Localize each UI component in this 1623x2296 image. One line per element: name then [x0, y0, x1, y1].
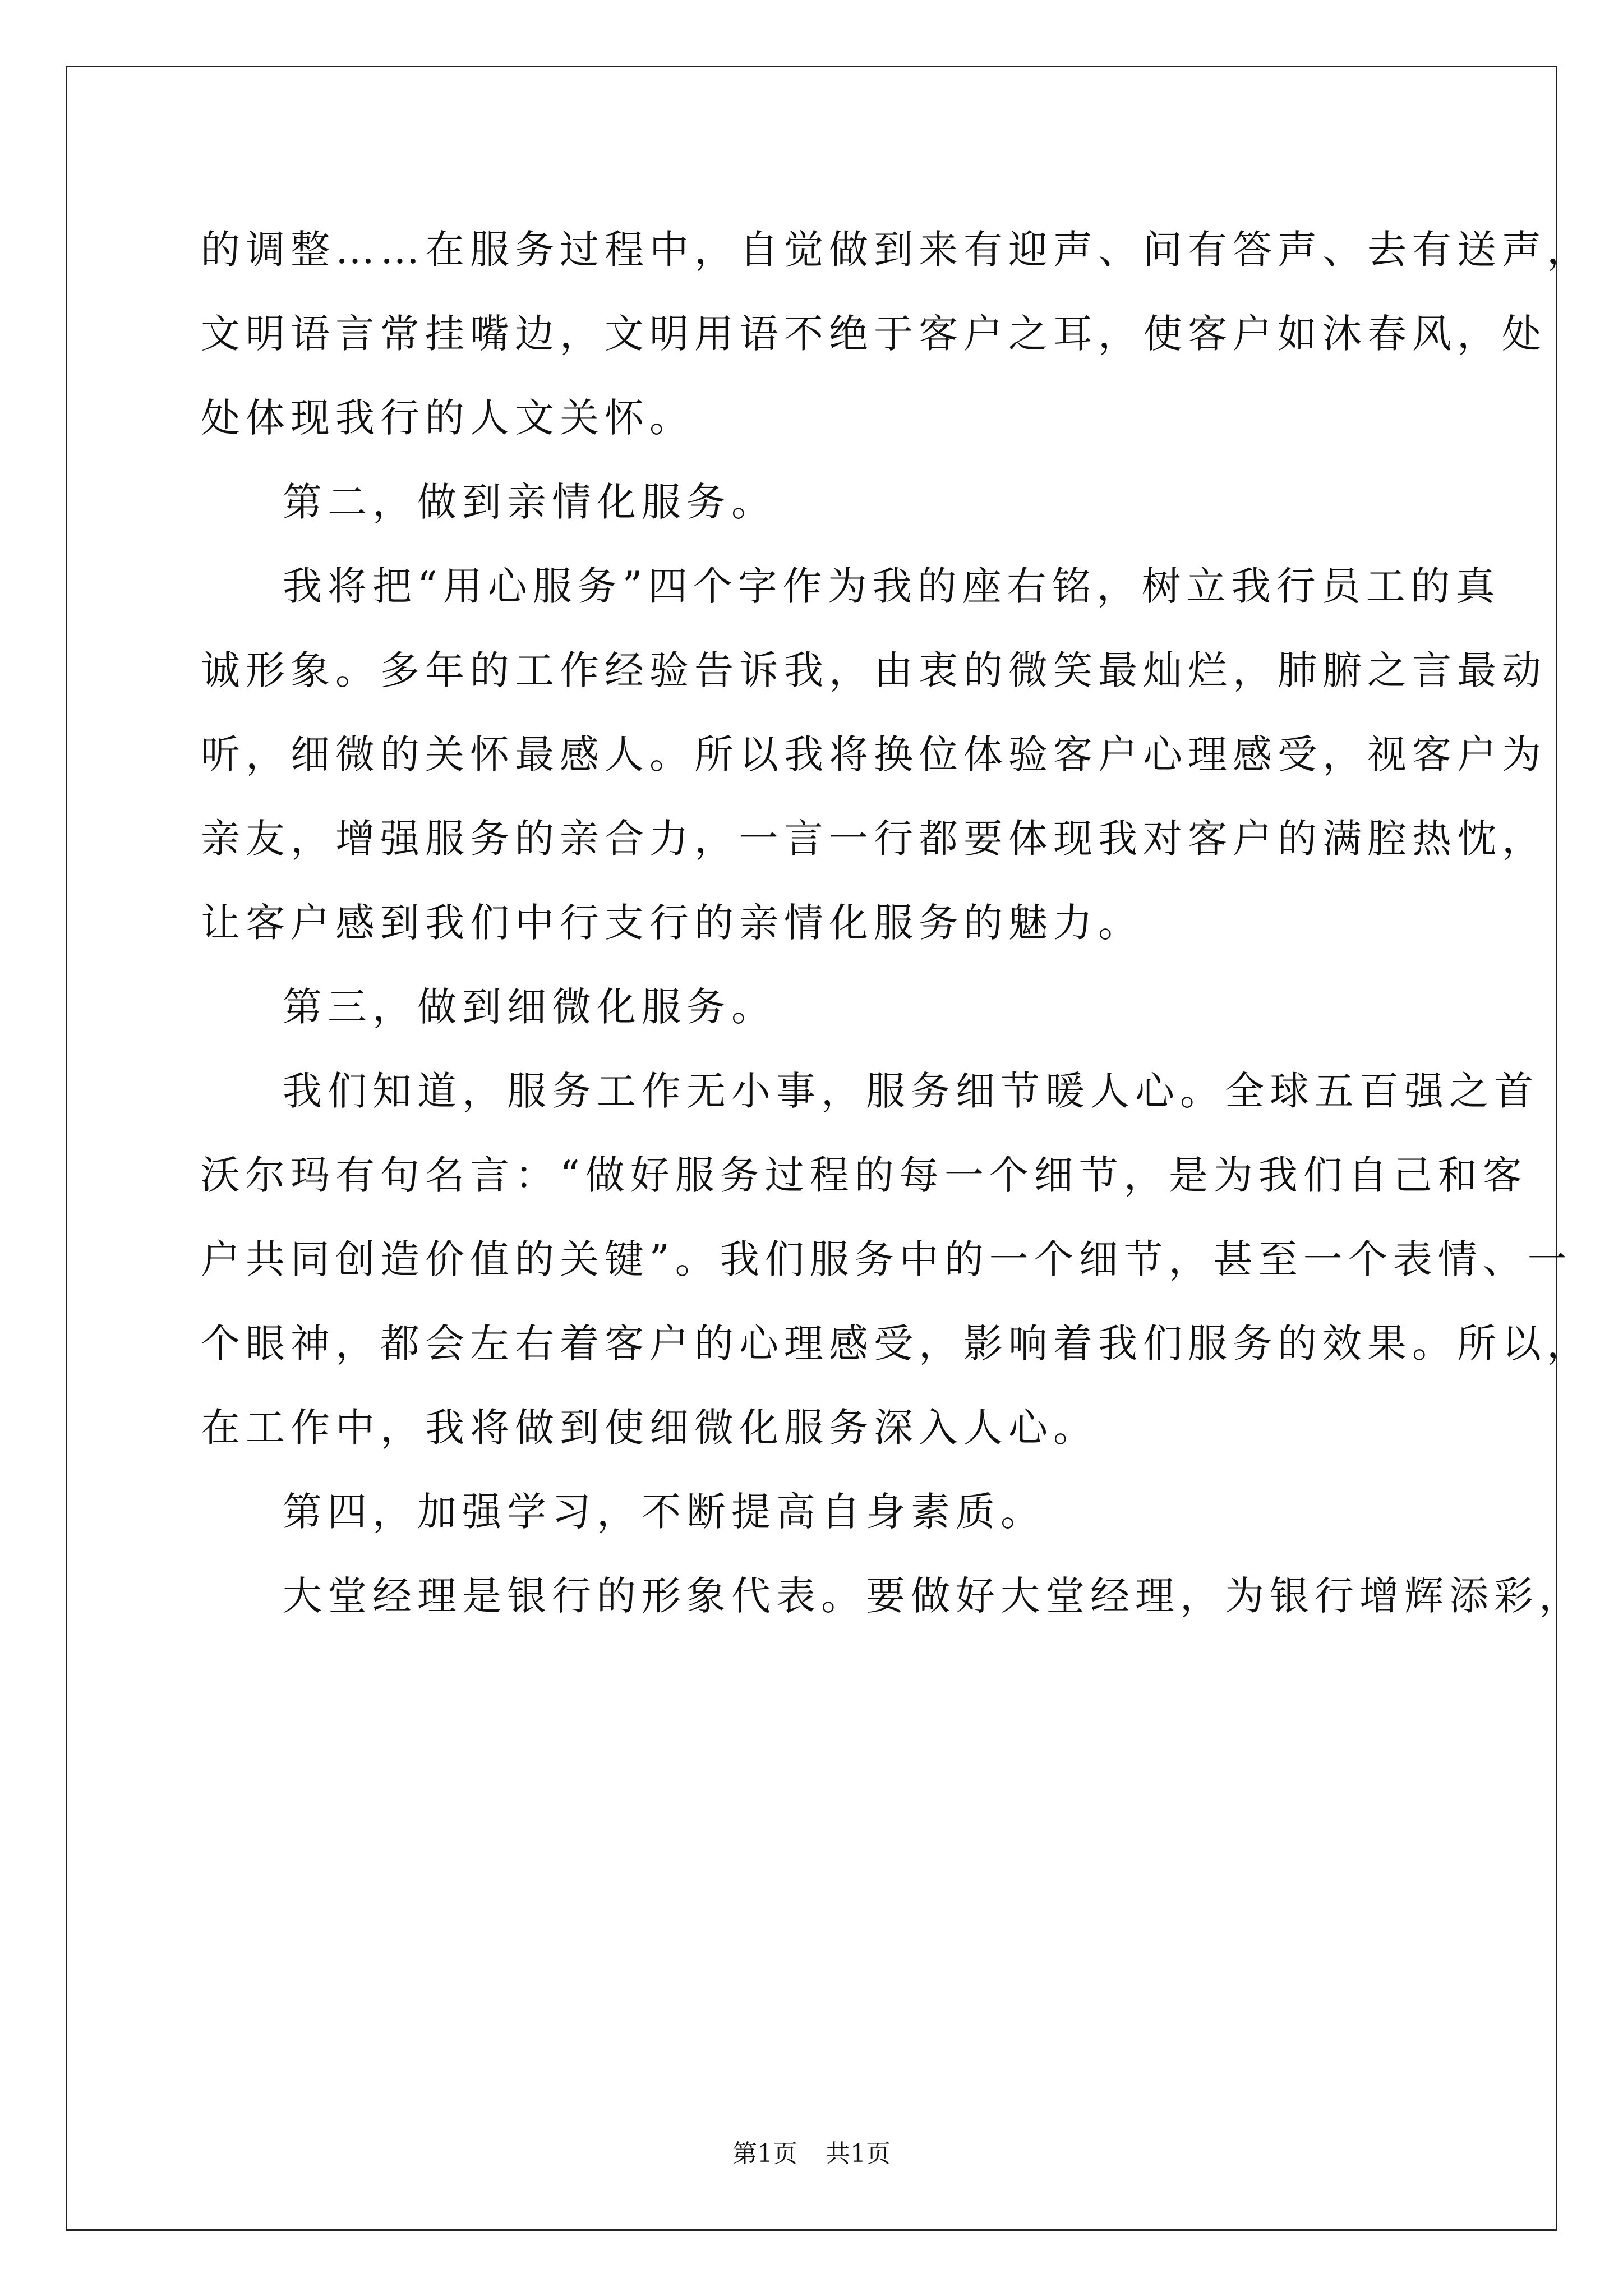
section-heading-2: 第二，做到亲情化服务。	[283, 479, 776, 525]
text-line: 诚形象。多年的工作经验告诉我，由衷的微笑最灿烂，肺腑之言最动	[201, 647, 1547, 693]
text-line: 大堂经理是银行的形象代表。要做好大堂经理，为银行增辉添彩，	[283, 1573, 1584, 1619]
document-body	[201, 208, 1592, 1638]
text-line: 在工作中，我将做到使细微化服务深入人心。	[201, 1405, 1098, 1451]
page-number-total: 共1页	[826, 2139, 891, 2168]
text-line: 沃尔玛有句名言：“做好服务过程的每一个细节，是为我们自己和客	[201, 1152, 1528, 1198]
text-line: 户共同创造价值的关键”。我们服务中的一个细节，甚至一个表情、一	[201, 1236, 1573, 1282]
text-line: 听，细微的关怀最感人。所以我将换位体验客户心理感受，视客户为	[201, 731, 1547, 777]
text-line: 亲友，增强服务的亲合力，一言一行都要体现我对客户的满腔热忱，	[201, 816, 1547, 862]
section-heading-3: 第三，做到细微化服务。	[283, 984, 776, 1030]
page-footer	[0, 2137, 1623, 2171]
text-line: 文明语言常挂嘴边，文明用语不绝于客户之耳，使客户如沐春风，处	[201, 311, 1547, 357]
page-number-current: 第1页	[732, 2139, 797, 2168]
text-line: 的调整……在服务过程中，自觉做到来有迎声、问有答声、去有送声，	[201, 227, 1592, 273]
text-line: 个眼神，都会左右着客户的心理感受，影响着我们服务的效果。所以，	[201, 1320, 1592, 1366]
section-heading-4: 第四，加强学习，不断提高自身素质。	[283, 1489, 1045, 1535]
text-line: 让客户感到我们中行支行的亲情化服务的魅力。	[201, 900, 1143, 946]
text-line: 处体现我行的人文关怀。	[201, 395, 694, 441]
text-line: 我将把“用心服务”四个字作为我的座右铭，树立我行员工的真	[283, 563, 1501, 609]
text-line: 我们知道，服务工作无小事，服务细节暖人心。全球五百强之首	[283, 1068, 1539, 1114]
